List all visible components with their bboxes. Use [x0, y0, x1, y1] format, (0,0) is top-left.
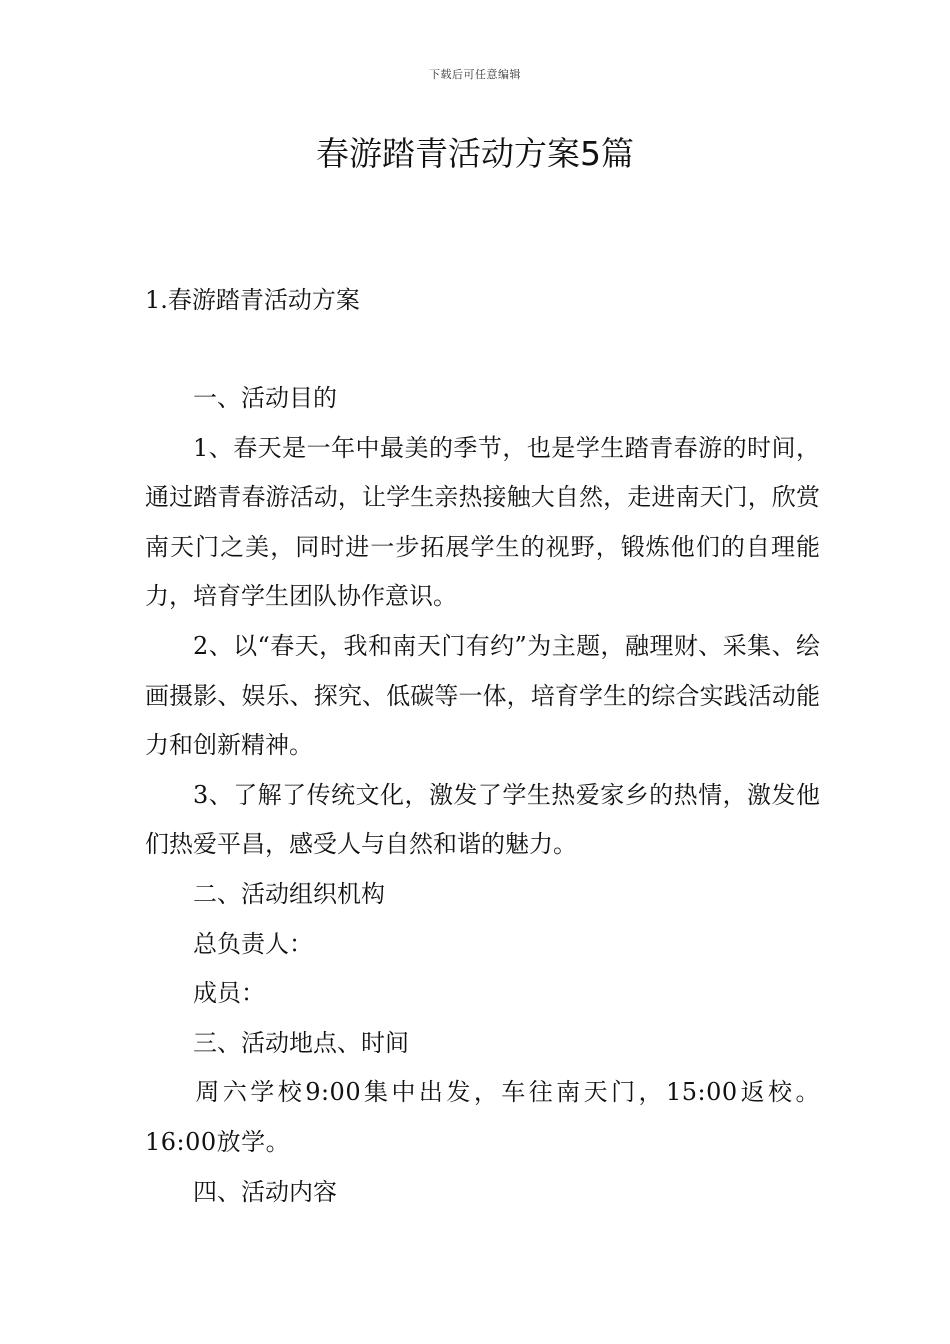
header-note: 下载后可任意编辑: [429, 68, 521, 81]
members-line: 成员：: [193, 979, 265, 1008]
document-title: 春游踏青活动方案5篇: [316, 134, 634, 173]
heading-purpose: 一、活动目的: [193, 384, 337, 412]
heading-organization: 二、活动组织机构: [193, 879, 385, 908]
purpose-item-1: 1、春天是一年中最美的季节，也是学生踏青春游的时间，通过踏青春游活动，让学生亲热接触大自然，走进南天门，欣赏南天门之美，同时进一步拓展学生的视野，锻炼他们的自理能力，培育学生团队协作意识。: [145, 433, 820, 611]
heading-location-time: 三、活动地点、时间: [193, 1028, 409, 1057]
section-heading: 1.春游踏青活动方案: [145, 286, 360, 314]
purpose-item-3: 3、了解了传统文化，激发了学生热爱家乡的热情，激发他们热爱平昌，感受人与自然和谐的魅力。: [145, 780, 820, 859]
schedule-paragraph: 周六学校9:00集中出发，车往南天门，15:00返校。16:00放学。: [145, 1078, 820, 1156]
document-body: [145, 374, 820, 1217]
purpose-item-2: 2、以“春天，我和南天门有约”为主题，融理财、采集、绘画摄影、娱乐、探究、低碳等一体，培育学生的综合实践活动能力和创新精神。: [145, 631, 820, 760]
heading-content: 四、活动内容: [193, 1177, 337, 1206]
leader-line: 总负责人：: [193, 929, 313, 958]
